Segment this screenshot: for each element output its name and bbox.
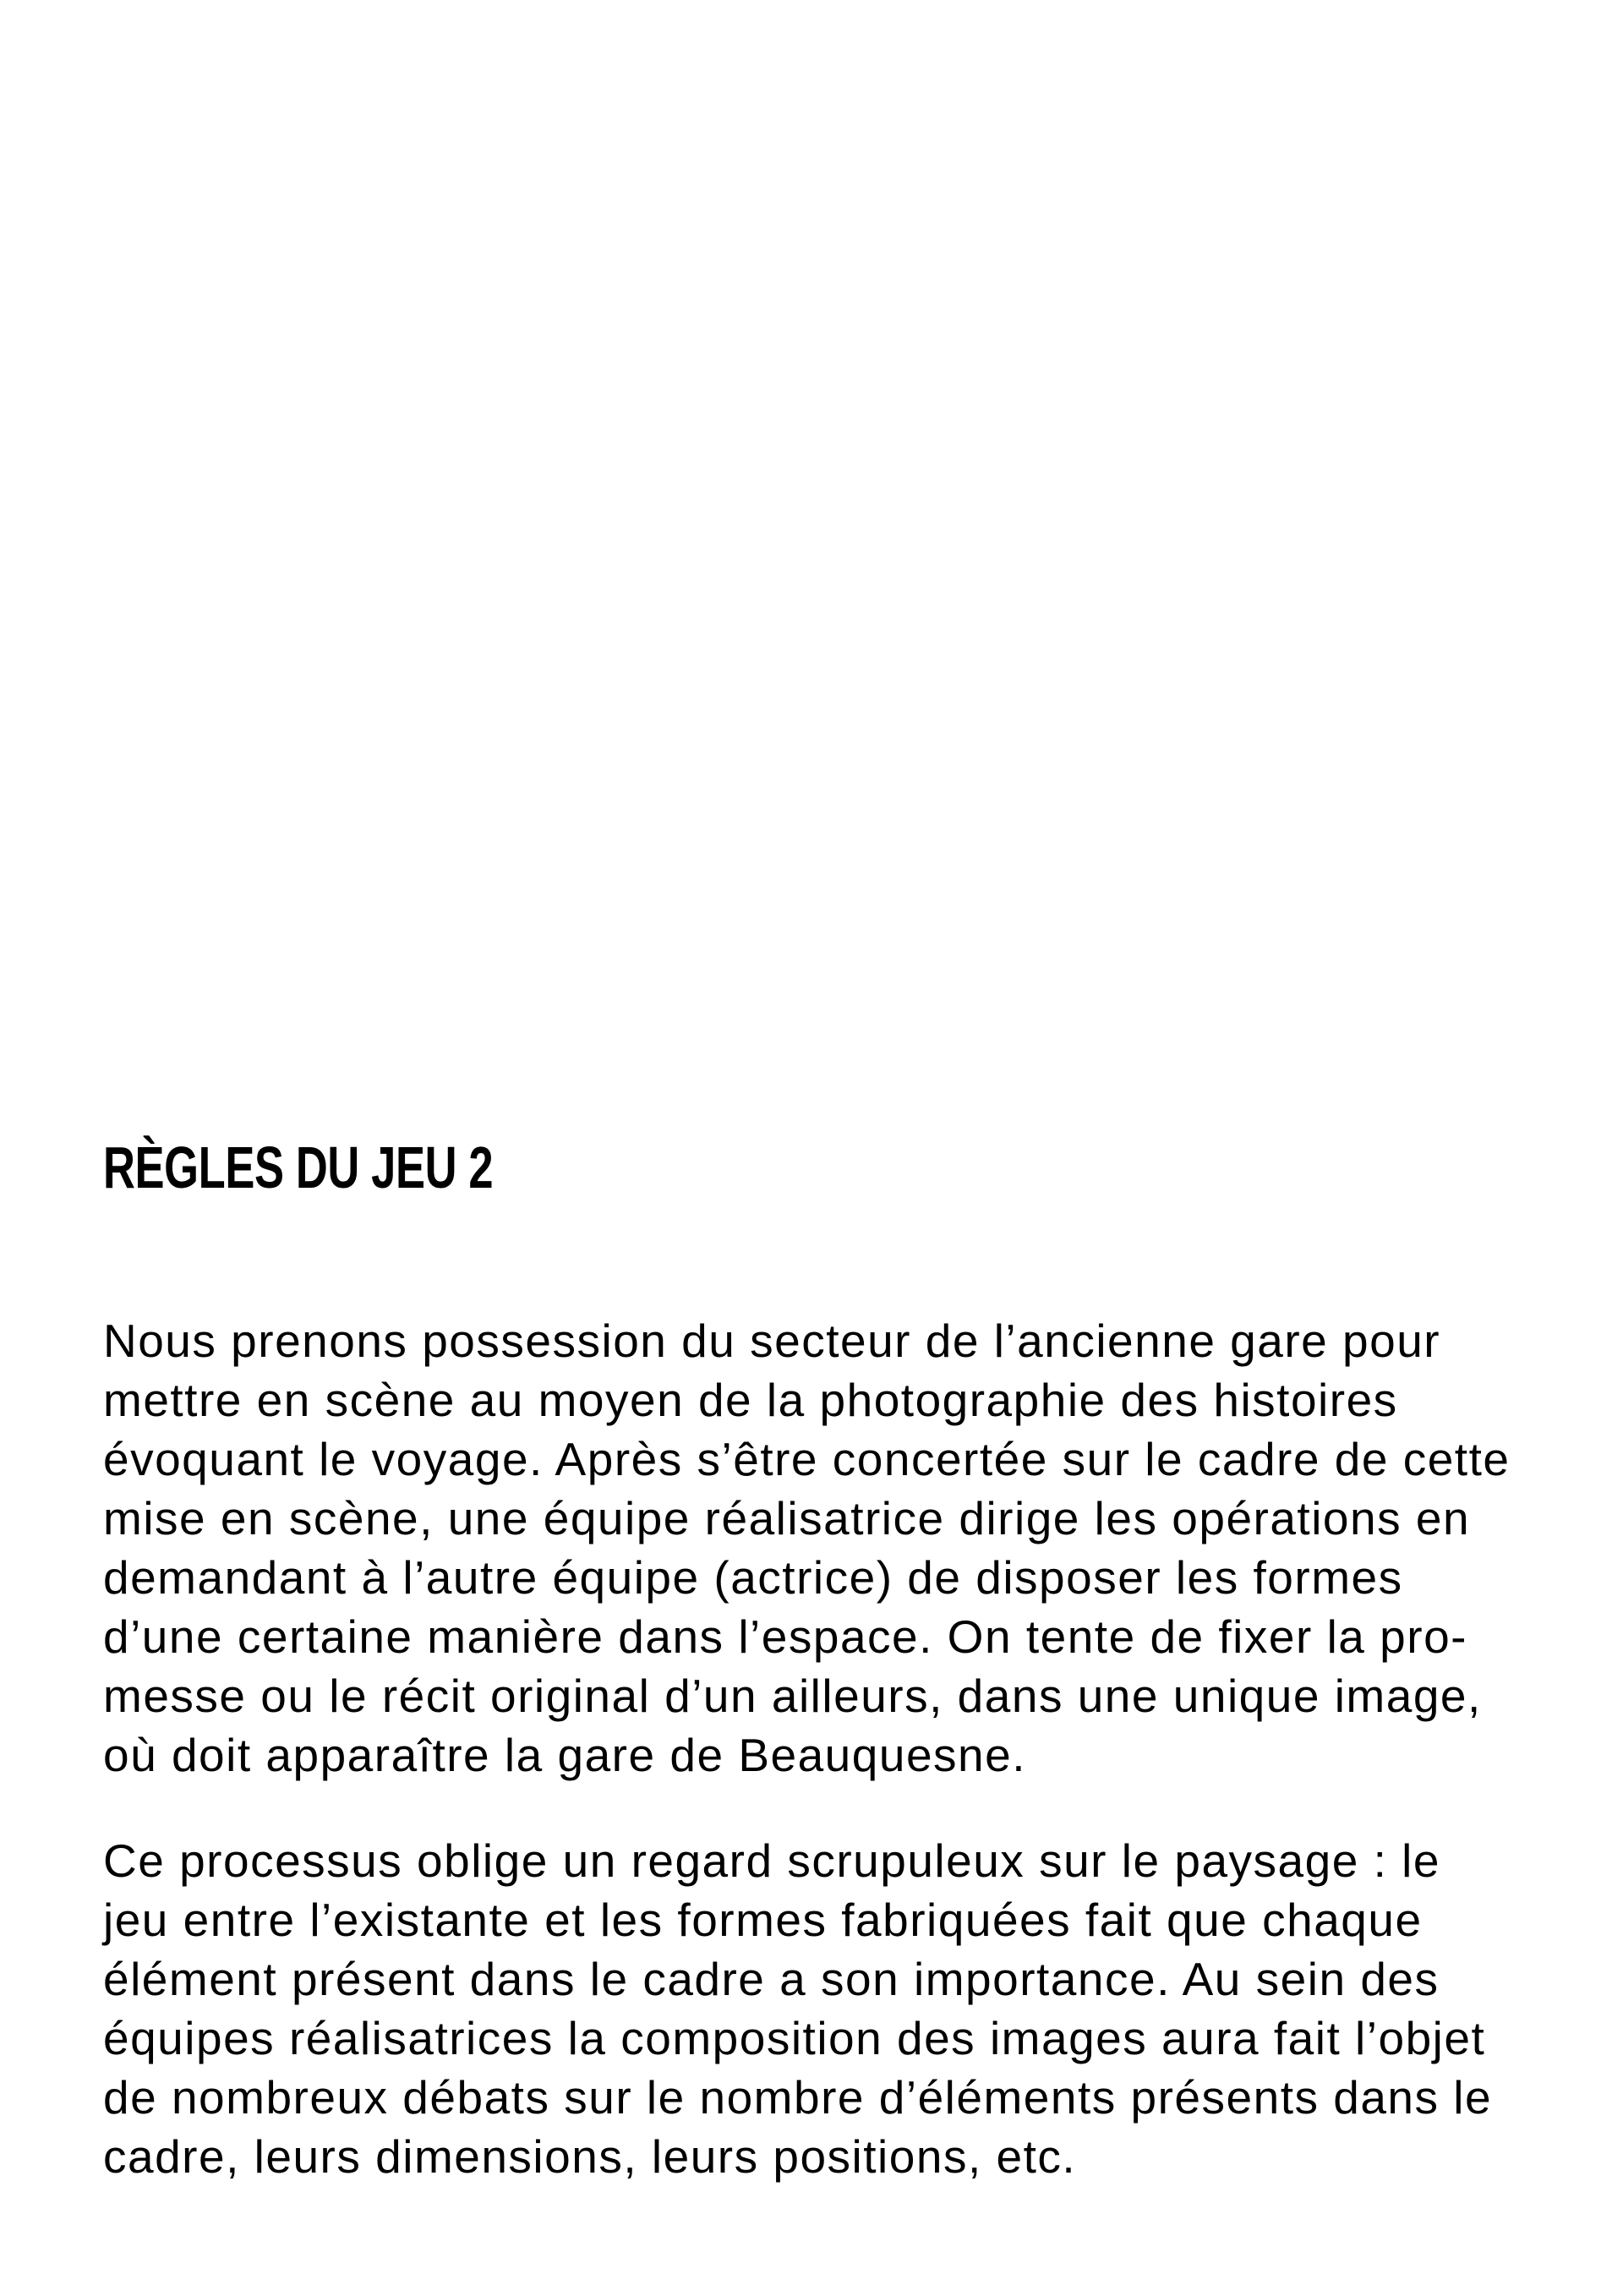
text-line: de nombreux débats sur le nombre d’éléments présents dans le [103, 2071, 1493, 2124]
text-line: Ce processus oblige un regard scrupuleux sur le paysage : le [103, 1834, 1440, 1887]
text-line: d’une certaine manière dans l’espace. On tente de fixer la pro- [103, 1610, 1467, 1663]
text-line: élément présent dans le cadre a son importance. Au sein des [103, 1953, 1440, 2005]
text-line: mise en scène, une équipe réalisatrice dirige les opérations en [103, 1492, 1471, 1544]
text-line: messe ou le récit original d’un ailleurs, dans une unique image, [103, 1670, 1482, 1722]
text-line: équipes réalisatrices la composition des images aura fait l’objet [103, 2012, 1486, 2064]
text-line: Nous prenons possession du secteur de l’ancienne gare pour [103, 1315, 1441, 1367]
text-line: demandant à l’autre équipe (actrice) de disposer les formes [103, 1551, 1403, 1604]
page-title [103, 1134, 1557, 1200]
text-line: cadre, leurs dimensions, leurs positions, etc. [103, 2130, 1077, 2183]
text-line: jeu entre l’existante et les formes fabriquées fait que chaque [103, 1894, 1423, 1946]
text-line: mettre en scène au moyen de la photographie des histoires [103, 1374, 1398, 1426]
text-line: où doit apparaître la gare de Beauquesne. [103, 1729, 1026, 1781]
text-block [103, 0, 1557, 2186]
text-line: évoquant le voyage. Après s’être concertée sur le cadre de cette [103, 1433, 1511, 1485]
paragraph-1 [103, 1311, 1557, 1785]
page-title-text: RÈGLES DU JEU 2 [103, 1134, 494, 1200]
paragraph-2 [103, 1831, 1557, 2186]
